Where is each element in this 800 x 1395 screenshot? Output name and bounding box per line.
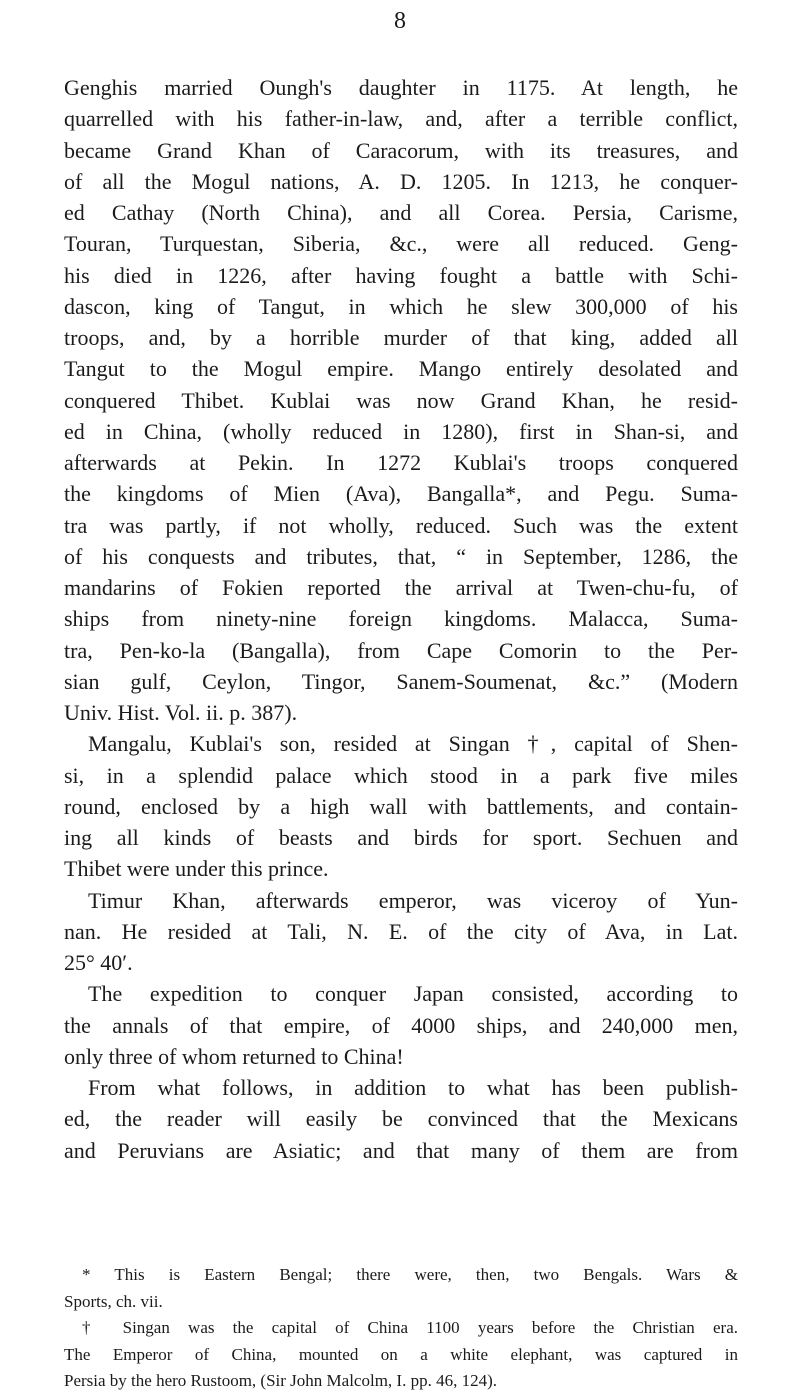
body-line: his died in 1226, after having fought a battle with Schi- <box>64 262 738 288</box>
body-line: of his conquests and tributes, that, “ in September, 1286, the <box>64 543 738 569</box>
body-line: became Grand Khan of Caracorum, with its treasures, and <box>64 137 738 163</box>
footnotes <box>64 1262 738 1395</box>
body-line: tra was partly, if not wholly, reduced. Such was the extent <box>64 512 738 538</box>
body-line: ing all kinds of beasts and birds for sport. Sechuen and <box>64 825 738 850</box>
body-line: Timur Khan, afterwards emperor, was viceroy of Yun- <box>88 887 738 913</box>
body-line: 25° 40′. <box>64 950 133 975</box>
footnote-line: Sports, ch. vii. <box>64 1291 163 1311</box>
body-line: the annals of that empire, of 4000 ships, and 240,000 men, <box>64 1012 738 1038</box>
footnote-line: Persia by the hero Rustoom, (Sir John Malcolm, I. pp. 46, 124). <box>64 1371 497 1390</box>
body-line: Thibet were under this prince. <box>64 856 329 882</box>
footnote-line: † Singan was the capital of China 1100 years before the Christian era. <box>82 1318 738 1337</box>
body-line: afterwards at Pekin. In 1272 Kublai's troops conquered <box>64 450 738 475</box>
body-line: ed in China, (wholly reduced in 1280), first in Shan-si, and <box>64 418 738 444</box>
body-line: ed Cathay (North China), and all Corea. Persia, Carisme, <box>64 200 738 225</box>
body-line: dascon, king of Tangut, in which he slew 300,000 of his <box>64 293 738 319</box>
body-line: the kingdoms of Mien (Ava), Bangalla*, and Pegu. Suma- <box>64 481 738 507</box>
body-line: Genghis married Oungh's daughter in 1175. At length, he <box>64 75 738 100</box>
body-line: ships from ninety-nine foreign kingdoms. Malacca, Suma- <box>64 606 738 632</box>
body-line: conquered Thibet. Kublai was now Grand Khan, he resid- <box>64 387 738 413</box>
body-text <box>64 72 738 1166</box>
footnote-line: The Emperor of China, mounted on a white elephant, was captured in <box>64 1344 738 1364</box>
body-line: sian gulf, Ceylon, Tingor, Sanem-Soumenat, &c.” (Modern <box>64 668 738 694</box>
body-line: mandarins of Fokien reported the arrival at Twen-chu-fu, of <box>64 575 738 600</box>
body-line: round, enclosed by a high wall with battlements, and contain- <box>64 793 738 819</box>
body-line: Univ. Hist. Vol. ii. p. 387). <box>64 700 298 725</box>
body-line: ed, the reader will easily be convinced that the Mexicans <box>64 1106 738 1132</box>
body-line: and Peruvians are Asiatic; and that many of them are from <box>64 1137 738 1163</box>
body-line: Tangut to the Mogul empire. Mango entirely desolated and <box>64 356 738 382</box>
body-line: Touran, Turquestan, Siberia, &c., were all reduced. Geng- <box>64 231 738 257</box>
body-line: of all the Mogul nations, A. D. 1205. In 1213, he conquer- <box>64 168 738 194</box>
body-line: The expedition to conquer Japan consisted, according to <box>88 981 738 1007</box>
body-line: Mangalu, Kublai's son, resided at Singan †, capital of Shen- <box>88 731 738 757</box>
body-line: troops, and, by a horrible murder of that king, added all <box>64 325 738 350</box>
body-line: only three of whom returned to China! <box>64 1043 404 1069</box>
body-line: nan. He resided at Tali, N. E. of the city of Ava, in Lat. <box>64 918 738 944</box>
body-line: From what follows, in addition to what has been publish- <box>88 1075 738 1100</box>
body-line: quarrelled with his father-in-law, and, after a terrible conflict, <box>64 106 738 132</box>
page-number: 8 <box>394 8 406 34</box>
footnote-line: * This is Eastern Bengal; there were, then, two Bengals. Wars & <box>82 1265 738 1284</box>
body-line: tra, Pen-ko-la (Bangalla), from Cape Comorin to the Per- <box>64 637 738 663</box>
body-line: si, in a splendid palace which stood in a park five miles <box>64 762 738 788</box>
